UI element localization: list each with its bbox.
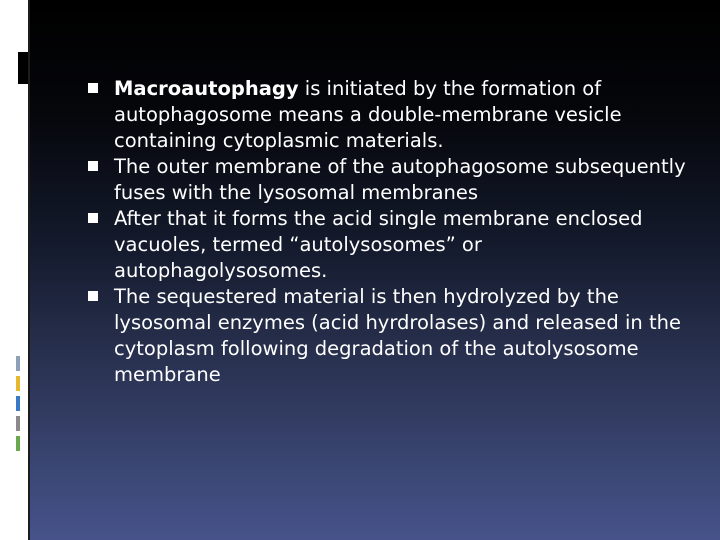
bullet-list xyxy=(86,76,698,388)
bullet-3-text: After that it forms the acid single membrane enclosed vacuoles, termed “autolysosomes” or autophagolysosomes. xyxy=(114,207,643,282)
bullet-1-bold-term: Macroautophagy xyxy=(114,77,299,100)
square-bullet-icon xyxy=(88,83,98,93)
bullet-1-text: is initiated by the formation of autophagosome means a double-membrane vesicle containing cytoplasmic materials. xyxy=(114,77,622,152)
slide-body xyxy=(86,76,698,388)
bullet-4-text: The sequestered material is then hydrolyzed by the lysosomal enzymes (acid hyrdrolases) and released in the cytoplasm following degradation of the autolysosome membrane xyxy=(114,285,681,386)
accent-bar-1 xyxy=(16,356,20,371)
bullet-item-4 xyxy=(86,284,698,388)
bullet-2-text: The outer membrane of the autophagosome subsequently fuses with the lysosomal membranes xyxy=(114,155,686,204)
square-bullet-icon xyxy=(88,291,98,301)
accent-bar-2 xyxy=(16,376,20,391)
square-bullet-icon xyxy=(88,213,98,223)
bullet-item-2 xyxy=(86,154,698,206)
accent-bar-4 xyxy=(16,416,20,431)
accent-bar-3 xyxy=(16,396,20,411)
left-divider-rule xyxy=(28,0,30,540)
title-accent-block xyxy=(18,52,28,84)
accent-bar-5 xyxy=(16,436,20,451)
bullet-item-1 xyxy=(86,76,698,154)
square-bullet-icon xyxy=(88,161,98,171)
bullet-item-3 xyxy=(86,206,698,284)
